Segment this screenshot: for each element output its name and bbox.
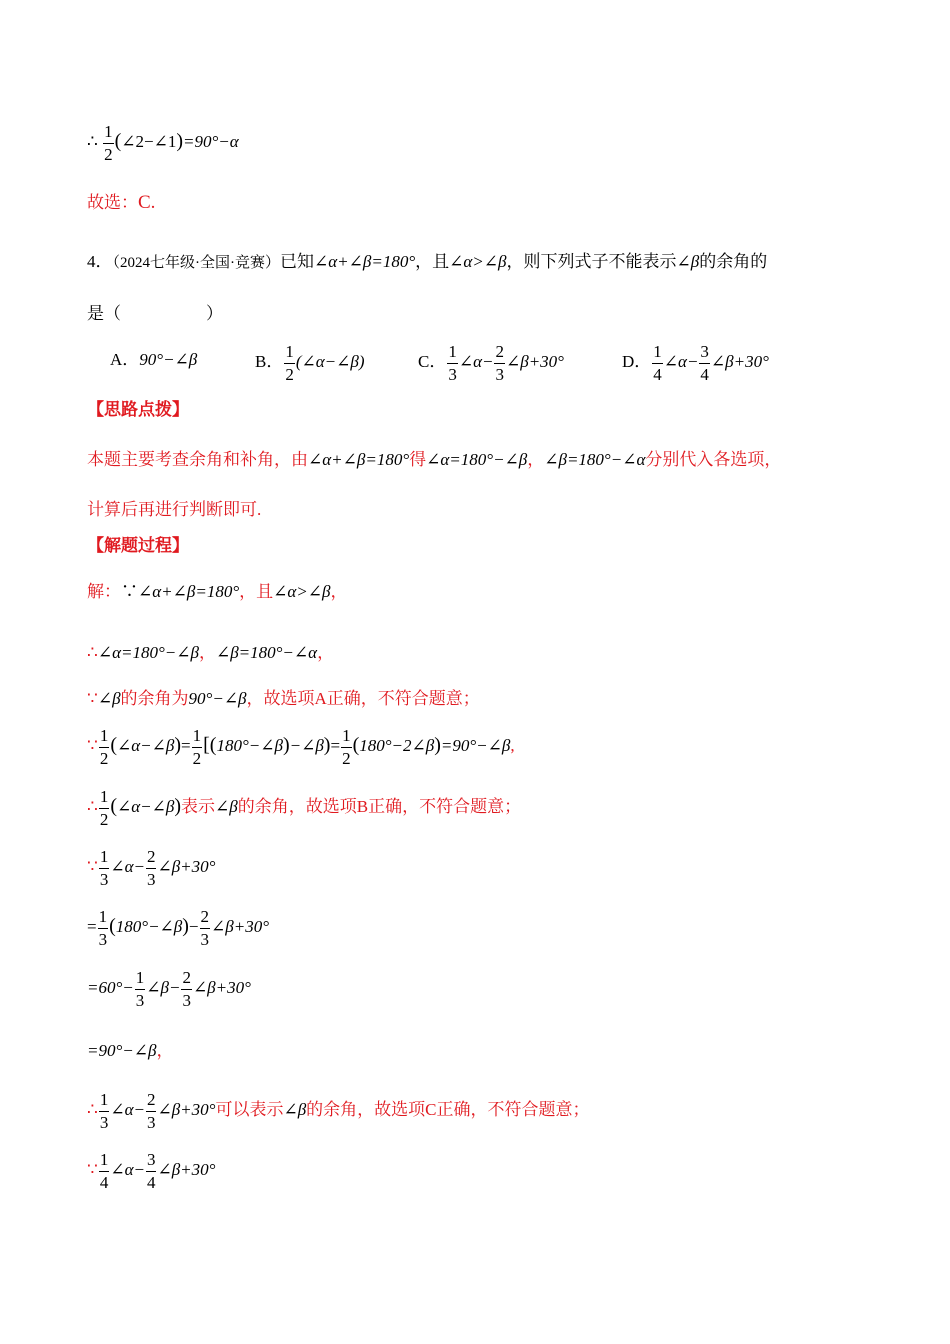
solution-line-1: 解：∵∠α+∠β=180°，且∠α>∠β， bbox=[87, 582, 348, 601]
stem-condition-2: ∠α>∠β bbox=[449, 252, 507, 271]
solution-line-2: ∴∠α=180°−∠β，∠β=180°−∠α， bbox=[87, 643, 335, 662]
option-b: B． $\frac{1}{2}$ (∠α−∠β) bbox=[255, 342, 365, 384]
stem-target: ∠β bbox=[676, 252, 700, 271]
option-a: A．90°−∠β bbox=[110, 350, 198, 369]
prev-choice: 故选：C. bbox=[87, 192, 156, 213]
solution-line-9: ∴ $\frac{1}{3}$ ∠α− $\frac{2}{3}$ ∠β+30°可以表示∠β的余角，故选项C正确，不符合题意； bbox=[87, 1090, 590, 1132]
solution-heading: 【解题过程】 bbox=[87, 536, 189, 555]
question-stem-line2: 是（ ） bbox=[87, 304, 223, 323]
therefore-symbol: ∴ bbox=[87, 131, 103, 151]
prev-conclusion-tail: =90°−α bbox=[183, 131, 239, 151]
analysis-heading: 【思路点拨】 bbox=[87, 400, 189, 419]
solution-line-4: ∵ $\frac{1}{2}$ (∠α−∠β)= $\frac{1}{2}$ [(180°−∠β)−∠β)= $\frac{1}{2}$ (180°−2∠β)=90°−∠β, bbox=[87, 726, 515, 768]
fraction-half: $\frac{1}{2}$ bbox=[285, 342, 294, 384]
solution-line-10: ∵ $\frac{1}{4}$ ∠α− $\frac{3}{4}$ ∠β+30° bbox=[87, 1150, 216, 1192]
solution-line-3: ∵∠β的余角为90°−∠β，故选项A正确，不符合题意； bbox=[87, 689, 480, 708]
solution-line-5: ∴ $\frac{1}{2}$ (∠α−∠β)表示∠β的余角，故选项B正确，不符合题意； bbox=[87, 787, 522, 829]
analysis-text-line2: 计算后再进行判断即可. bbox=[87, 500, 262, 519]
question-number: 4． bbox=[87, 252, 113, 271]
option-d: D． $\frac{1}{4}$ ∠α− $\frac{3}{4}$ ∠β+30° bbox=[622, 342, 769, 384]
solution-line-7: = $\frac{1}{3}$ (180°−∠β)− $\frac{2}{3}$ ∠β+30° bbox=[87, 907, 269, 949]
stem-condition-1: ∠α+∠β=180° bbox=[314, 252, 416, 271]
question-stem: 4．（2024七年级·全国·竞赛）已知∠α+∠β=180°，且∠α>∠β，则下列式子不能表示∠β的余角的 bbox=[87, 252, 768, 271]
option-c: C． $\frac{1}{3}$ ∠α− $\frac{2}{3}$ ∠β+30° bbox=[418, 342, 564, 384]
solution-line-8: =60°− $\frac{1}{3}$ ∠β− $\frac{2}{3}$ ∠β+30° bbox=[87, 968, 251, 1010]
fraction-half: $\frac{1}{2}$ bbox=[104, 122, 113, 164]
question-source: （2024七年级·全国·竞赛） bbox=[112, 255, 280, 271]
analysis-text: 本题主要考查余角和补角，由∠α+∠β=180°得∠α=180°−∠β，∠β=180°−∠α分别代入各选项， bbox=[87, 450, 782, 469]
solution-line-6: ∵ $\frac{1}{3}$ ∠α− $\frac{2}{3}$ ∠β+30° bbox=[87, 847, 216, 889]
prev-conclusion: ∴ $\frac{1}{2}$ (∠2−∠1)=90°−α bbox=[87, 122, 239, 164]
solution-line-8b: =90°−∠β， bbox=[87, 1041, 174, 1060]
prev-choice-value: C. bbox=[138, 192, 156, 213]
